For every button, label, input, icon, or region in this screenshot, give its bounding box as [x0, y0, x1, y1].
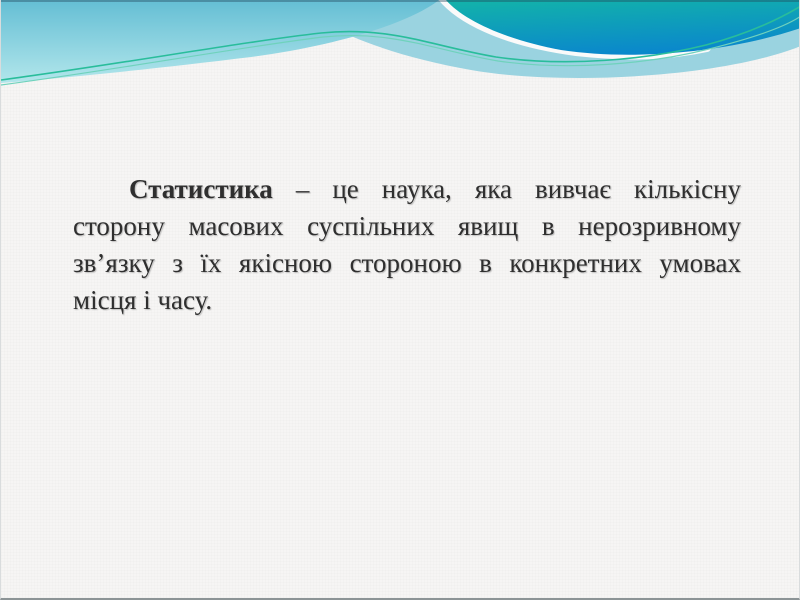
paragraph-line-1-rest: – це наука, яка вивчає кількісну: [272, 174, 741, 204]
header-wave-decoration: [1, 0, 800, 170]
paragraph-line-1: [73, 171, 741, 208]
paragraph-line-2: сторону масових суспільних явищ в нерозривному: [73, 211, 741, 241]
definition-paragraph: [73, 171, 741, 319]
paragraph-line-3: зв’язку з їх якісною стороною в конкретних умовах: [73, 248, 741, 278]
term-statistics: Статистика: [129, 174, 273, 204]
paragraph-line-4: місця і часу.: [73, 285, 213, 315]
